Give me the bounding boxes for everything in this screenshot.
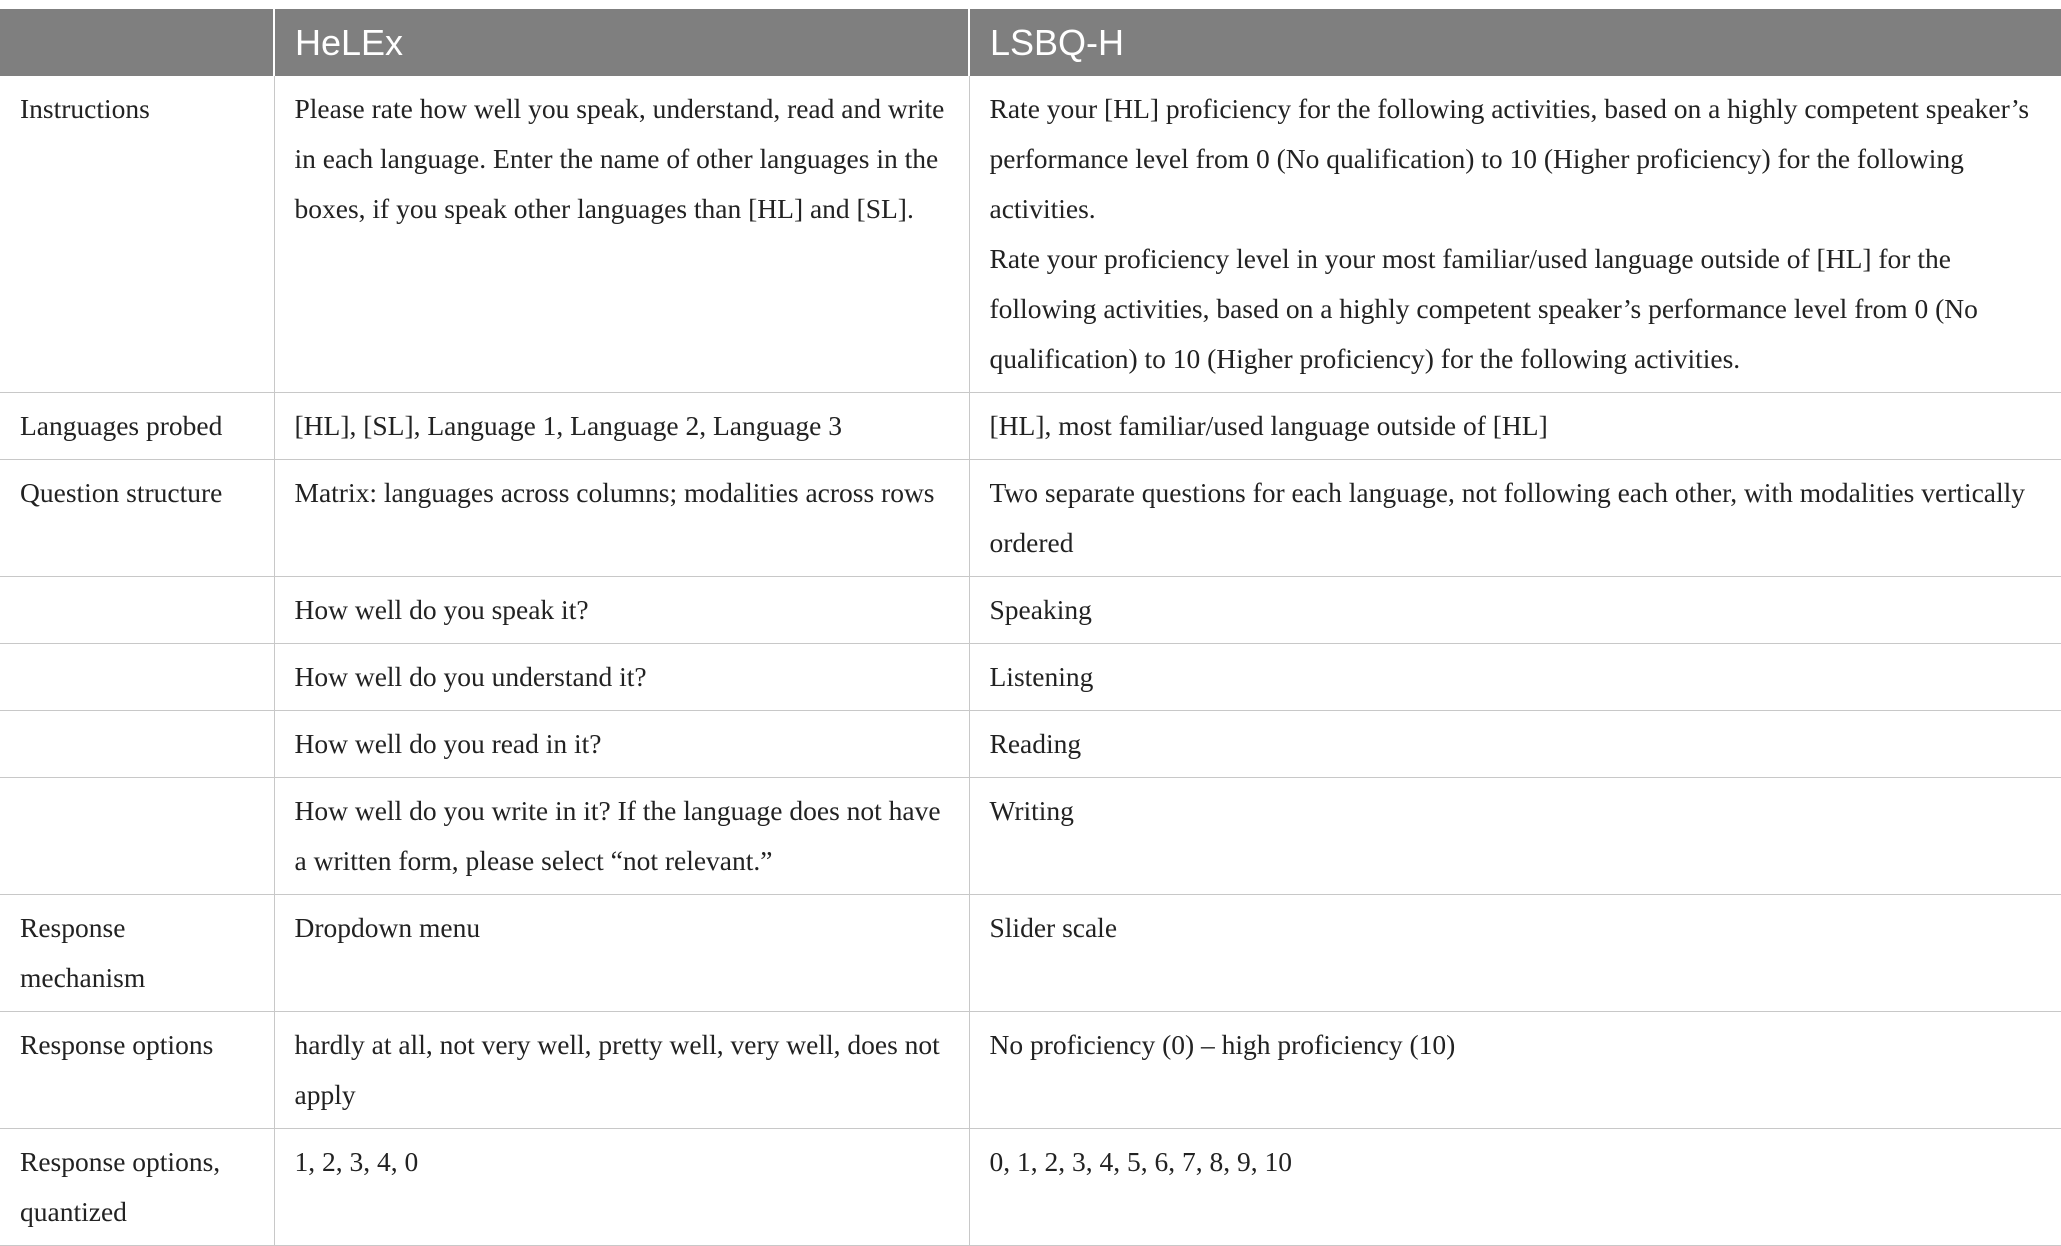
table-row: [0, 644, 2061, 711]
lsbq-cell: Speaking: [969, 577, 2061, 644]
row-label: Response mechanism: [0, 895, 274, 1012]
helex-cell: How well do you speak it?: [274, 577, 969, 644]
table-row: [0, 76, 2061, 393]
helex-cell: How well do you understand it?: [274, 644, 969, 711]
lsbq-cell: 0, 1, 2, 3, 4, 5, 6, 7, 8, 9, 10: [969, 1129, 2061, 1246]
helex-cell: How well do you read in it?: [274, 711, 969, 778]
header-empty: [0, 9, 274, 76]
lsbq-cell: [HL], most familiar/used language outside of [HL]: [969, 393, 2061, 460]
lsbq-paragraph: Rate your [HL] proficiency for the following activities, based on a highly competent speaker’s performance level from 0 (No qualification) to 10 (Higher proficiency) for the following activities.: [989, 93, 2030, 224]
lsbq-paragraph: Rate your proficiency level in your most familiar/used language outside of [HL] for the following activities, based on a highly competent speaker’s performance level from 0 (No qualification) to 10 (Higher proficiency) for the following activities.: [989, 243, 1978, 374]
table-header-row: [0, 9, 2061, 76]
helex-cell: Please rate how well you speak, understand, read and write in each language. Enter the name of other languages in the boxes, if you speak other languages than [HL] and [SL].: [274, 76, 969, 393]
lsbq-cell: Writing: [969, 778, 2061, 895]
lsbq-cell: No proficiency (0) – high proficiency (10): [969, 1012, 2061, 1129]
table-row: [0, 460, 2061, 577]
table-row: [0, 711, 2061, 778]
comparison-table: [0, 9, 2061, 1246]
table-row: [0, 778, 2061, 895]
row-label: [0, 778, 274, 895]
row-label: [0, 577, 274, 644]
lsbq-cell: [969, 76, 2061, 393]
row-label: Response options: [0, 1012, 274, 1129]
lsbq-cell: Two separate questions for each language, not following each other, with modalities vertically ordered: [969, 460, 2061, 577]
table-row: [0, 1129, 2061, 1246]
helex-cell: Dropdown menu: [274, 895, 969, 1012]
row-label: Response options, quantized: [0, 1129, 274, 1246]
helex-cell: How well do you write in it? If the language does not have a written form, please select “not relevant.”: [274, 778, 969, 895]
helex-cell: hardly at all, not very well, pretty well, very well, does not apply: [274, 1012, 969, 1129]
table-row: [0, 393, 2061, 460]
table-row: [0, 1012, 2061, 1129]
lsbq-cell: Listening: [969, 644, 2061, 711]
row-label: [0, 711, 274, 778]
row-label: Question structure: [0, 460, 274, 577]
header-helex: HeLEx: [274, 9, 969, 76]
row-label: Languages probed: [0, 393, 274, 460]
row-label: Instructions: [0, 76, 274, 393]
row-label: [0, 644, 274, 711]
table-row: [0, 895, 2061, 1012]
helex-cell: Matrix: languages across columns; modalities across rows: [274, 460, 969, 577]
comparison-table-wrapper: [0, 9, 2061, 1246]
lsbq-cell: Slider scale: [969, 895, 2061, 1012]
header-lsbq: LSBQ-H: [969, 9, 2061, 76]
table-row: [0, 577, 2061, 644]
helex-cell: [HL], [SL], Language 1, Language 2, Language 3: [274, 393, 969, 460]
lsbq-cell: Reading: [969, 711, 2061, 778]
helex-cell: 1, 2, 3, 4, 0: [274, 1129, 969, 1246]
